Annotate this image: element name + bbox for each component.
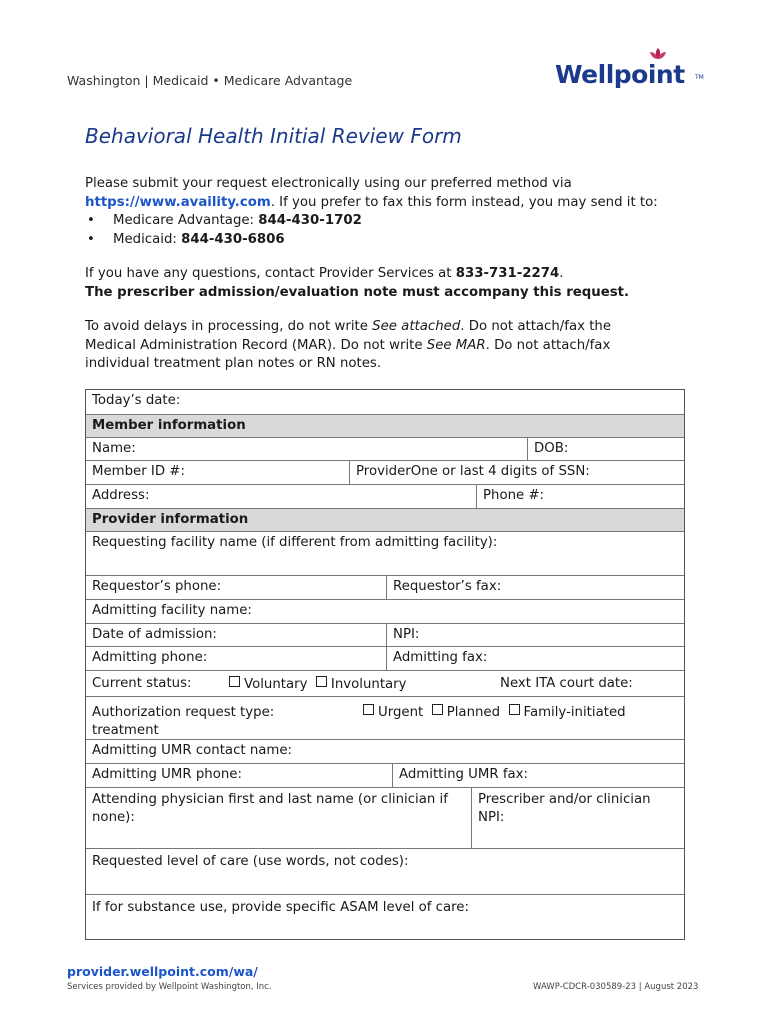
urgent-label: Urgent bbox=[378, 705, 424, 720]
row-umr-contact bbox=[86, 739, 684, 763]
avoid-delays-paragraph bbox=[85, 318, 655, 374]
planned-checkbox[interactable] bbox=[432, 704, 443, 715]
contact-end: . bbox=[559, 266, 564, 281]
bullet-label: Medicare Advantage: bbox=[113, 213, 259, 229]
provider-info-label: Provider information bbox=[92, 512, 249, 527]
row-attending-physician bbox=[86, 787, 684, 848]
auth-type-line2: treatment bbox=[92, 723, 159, 738]
auth-type-line1: Authorization request type: bbox=[92, 705, 275, 720]
avoid-text-3: . Do not attach/fax individual treatment plan notes or RN notes. bbox=[85, 337, 611, 372]
name-field[interactable]: Name: bbox=[92, 441, 136, 456]
umr-fax-field[interactable]: Admitting UMR fax: bbox=[392, 764, 684, 787]
voluntary-label: Voluntary bbox=[244, 677, 308, 692]
family-initiated-label: Family-initiated bbox=[523, 705, 626, 720]
contact-text: If you have any questions, contact Provider Services at bbox=[85, 266, 456, 281]
member-info-label: Member information bbox=[92, 418, 246, 433]
row-todays-date[interactable] bbox=[86, 390, 684, 414]
avoid-text-2: . Do not attach/fax the Medical Administration Record (MAR). Do not write bbox=[85, 319, 612, 353]
availity-link[interactable]: https://www.availity.com bbox=[85, 194, 271, 210]
current-status-label: Current status: bbox=[92, 676, 192, 691]
bullet-value: 844-430-6806 bbox=[181, 231, 285, 247]
level-of-care-field[interactable]: Requested level of care (use words, not codes): bbox=[92, 854, 409, 869]
row-admitting-phone bbox=[86, 646, 684, 670]
attending-line2: none): bbox=[92, 810, 135, 825]
admitting-facility-field[interactable]: Admitting facility name: bbox=[92, 603, 252, 618]
auth-type-options bbox=[357, 697, 684, 739]
bullet-medicare: • Medicare Advantage: 844-430-1702 bbox=[87, 213, 362, 229]
page-title: Behavioral Health Initial Review Form bbox=[85, 124, 462, 148]
providerone-field[interactable]: ProviderOne or last 4 digits of SSN: bbox=[349, 461, 684, 484]
logo-trademark: TM bbox=[695, 74, 704, 81]
prescriber-note: The prescriber admission/evaluation note must accompany this request. bbox=[85, 284, 630, 300]
address-field[interactable]: Address: bbox=[92, 488, 150, 503]
member-id-field[interactable]: Member ID #: bbox=[92, 464, 185, 479]
attending-physician-field[interactable] bbox=[86, 788, 466, 848]
row-current-status bbox=[86, 670, 684, 696]
provider-services-phone: 833-731-2274 bbox=[455, 266, 560, 281]
voluntary-checkbox[interactable] bbox=[229, 676, 240, 687]
row-umr-phone bbox=[86, 763, 684, 787]
row-authorization-type bbox=[86, 696, 684, 739]
footer-form-id: WAWP-CDCR-030589-23 | August 2023 bbox=[533, 982, 699, 992]
row-address bbox=[86, 484, 684, 508]
todays-date-label: Today’s date: bbox=[92, 393, 181, 408]
provider-info-header bbox=[86, 508, 684, 531]
row-name-dob bbox=[86, 437, 684, 460]
involuntary-label: Involuntary bbox=[330, 677, 407, 692]
involuntary-checkbox[interactable] bbox=[316, 676, 327, 687]
avoid-text-1: To avoid delays in processing, do not write bbox=[85, 319, 373, 334]
planned-label: Planned bbox=[446, 705, 501, 720]
family-initiated-checkbox[interactable] bbox=[509, 704, 520, 715]
intro-text-2: . If you prefer to fax this form instead, you may send it to: bbox=[270, 194, 658, 210]
prescriber-npi-field[interactable] bbox=[471, 788, 684, 848]
auth-type-label bbox=[86, 697, 356, 739]
member-info-header bbox=[86, 414, 684, 437]
avoid-italic-1: See attached bbox=[372, 319, 461, 334]
wellpoint-logo bbox=[555, 46, 705, 98]
row-requestor-phone bbox=[86, 575, 684, 599]
date-admission-field[interactable]: Date of admission: bbox=[92, 627, 217, 642]
admitting-phone-field[interactable]: Admitting phone: bbox=[92, 650, 208, 665]
umr-phone-field[interactable]: Admitting UMR phone: bbox=[92, 767, 242, 782]
contact-paragraph bbox=[85, 265, 685, 302]
footer-services: Services provided by Wellpoint Washington, Inc. bbox=[67, 982, 272, 992]
bullet-label: Medicaid: bbox=[113, 231, 182, 247]
prescriber-line1: Prescriber and/or clinician bbox=[478, 792, 651, 807]
next-ita-field[interactable]: Next ITA court date: bbox=[500, 676, 633, 691]
intro-paragraph bbox=[85, 175, 685, 249]
prescriber-line2: NPI: bbox=[478, 810, 505, 825]
row-asam bbox=[86, 894, 684, 939]
admitting-fax-field[interactable]: Admitting fax: bbox=[386, 647, 684, 670]
review-form-table bbox=[85, 389, 685, 940]
avoid-italic-2: See MAR bbox=[426, 337, 486, 353]
row-requesting-facility bbox=[86, 531, 684, 575]
row-date-admission bbox=[86, 623, 684, 646]
bullet-value: 844-430-1702 bbox=[258, 213, 362, 229]
requestor-phone-field[interactable]: Requestor’s phone: bbox=[92, 579, 222, 594]
requestor-fax-field[interactable]: Requestor’s fax: bbox=[386, 576, 684, 599]
logo-wordmark: Wellpoint bbox=[555, 60, 685, 89]
attending-line1: Attending physician first and last name (or clinician if bbox=[92, 792, 448, 807]
header-line: Washington | Medicaid • Medicare Advantage bbox=[67, 73, 353, 88]
row-member-id bbox=[86, 460, 684, 484]
row-level-of-care bbox=[86, 848, 684, 894]
footer-url-link[interactable]: provider.wellpoint.com/wa/ bbox=[67, 964, 258, 979]
requesting-facility-field[interactable]: Requesting facility name (if different from admitting facility): bbox=[92, 535, 498, 550]
urgent-checkbox[interactable] bbox=[363, 704, 374, 715]
dob-field[interactable]: DOB: bbox=[527, 438, 684, 460]
npi-field[interactable]: NPI: bbox=[386, 624, 684, 646]
umr-contact-field[interactable]: Admitting UMR contact name: bbox=[92, 743, 293, 758]
phone-field[interactable]: Phone #: bbox=[476, 485, 684, 508]
asam-field[interactable]: If for substance use, provide specific ASAM level of care: bbox=[92, 900, 469, 915]
bullet-medicaid: • Medicaid: 844-430-6806 bbox=[87, 231, 285, 247]
row-admitting-facility bbox=[86, 599, 684, 623]
intro-text-1: Please submit your request electronically using our preferred method via bbox=[85, 176, 572, 191]
status-options bbox=[223, 671, 483, 696]
